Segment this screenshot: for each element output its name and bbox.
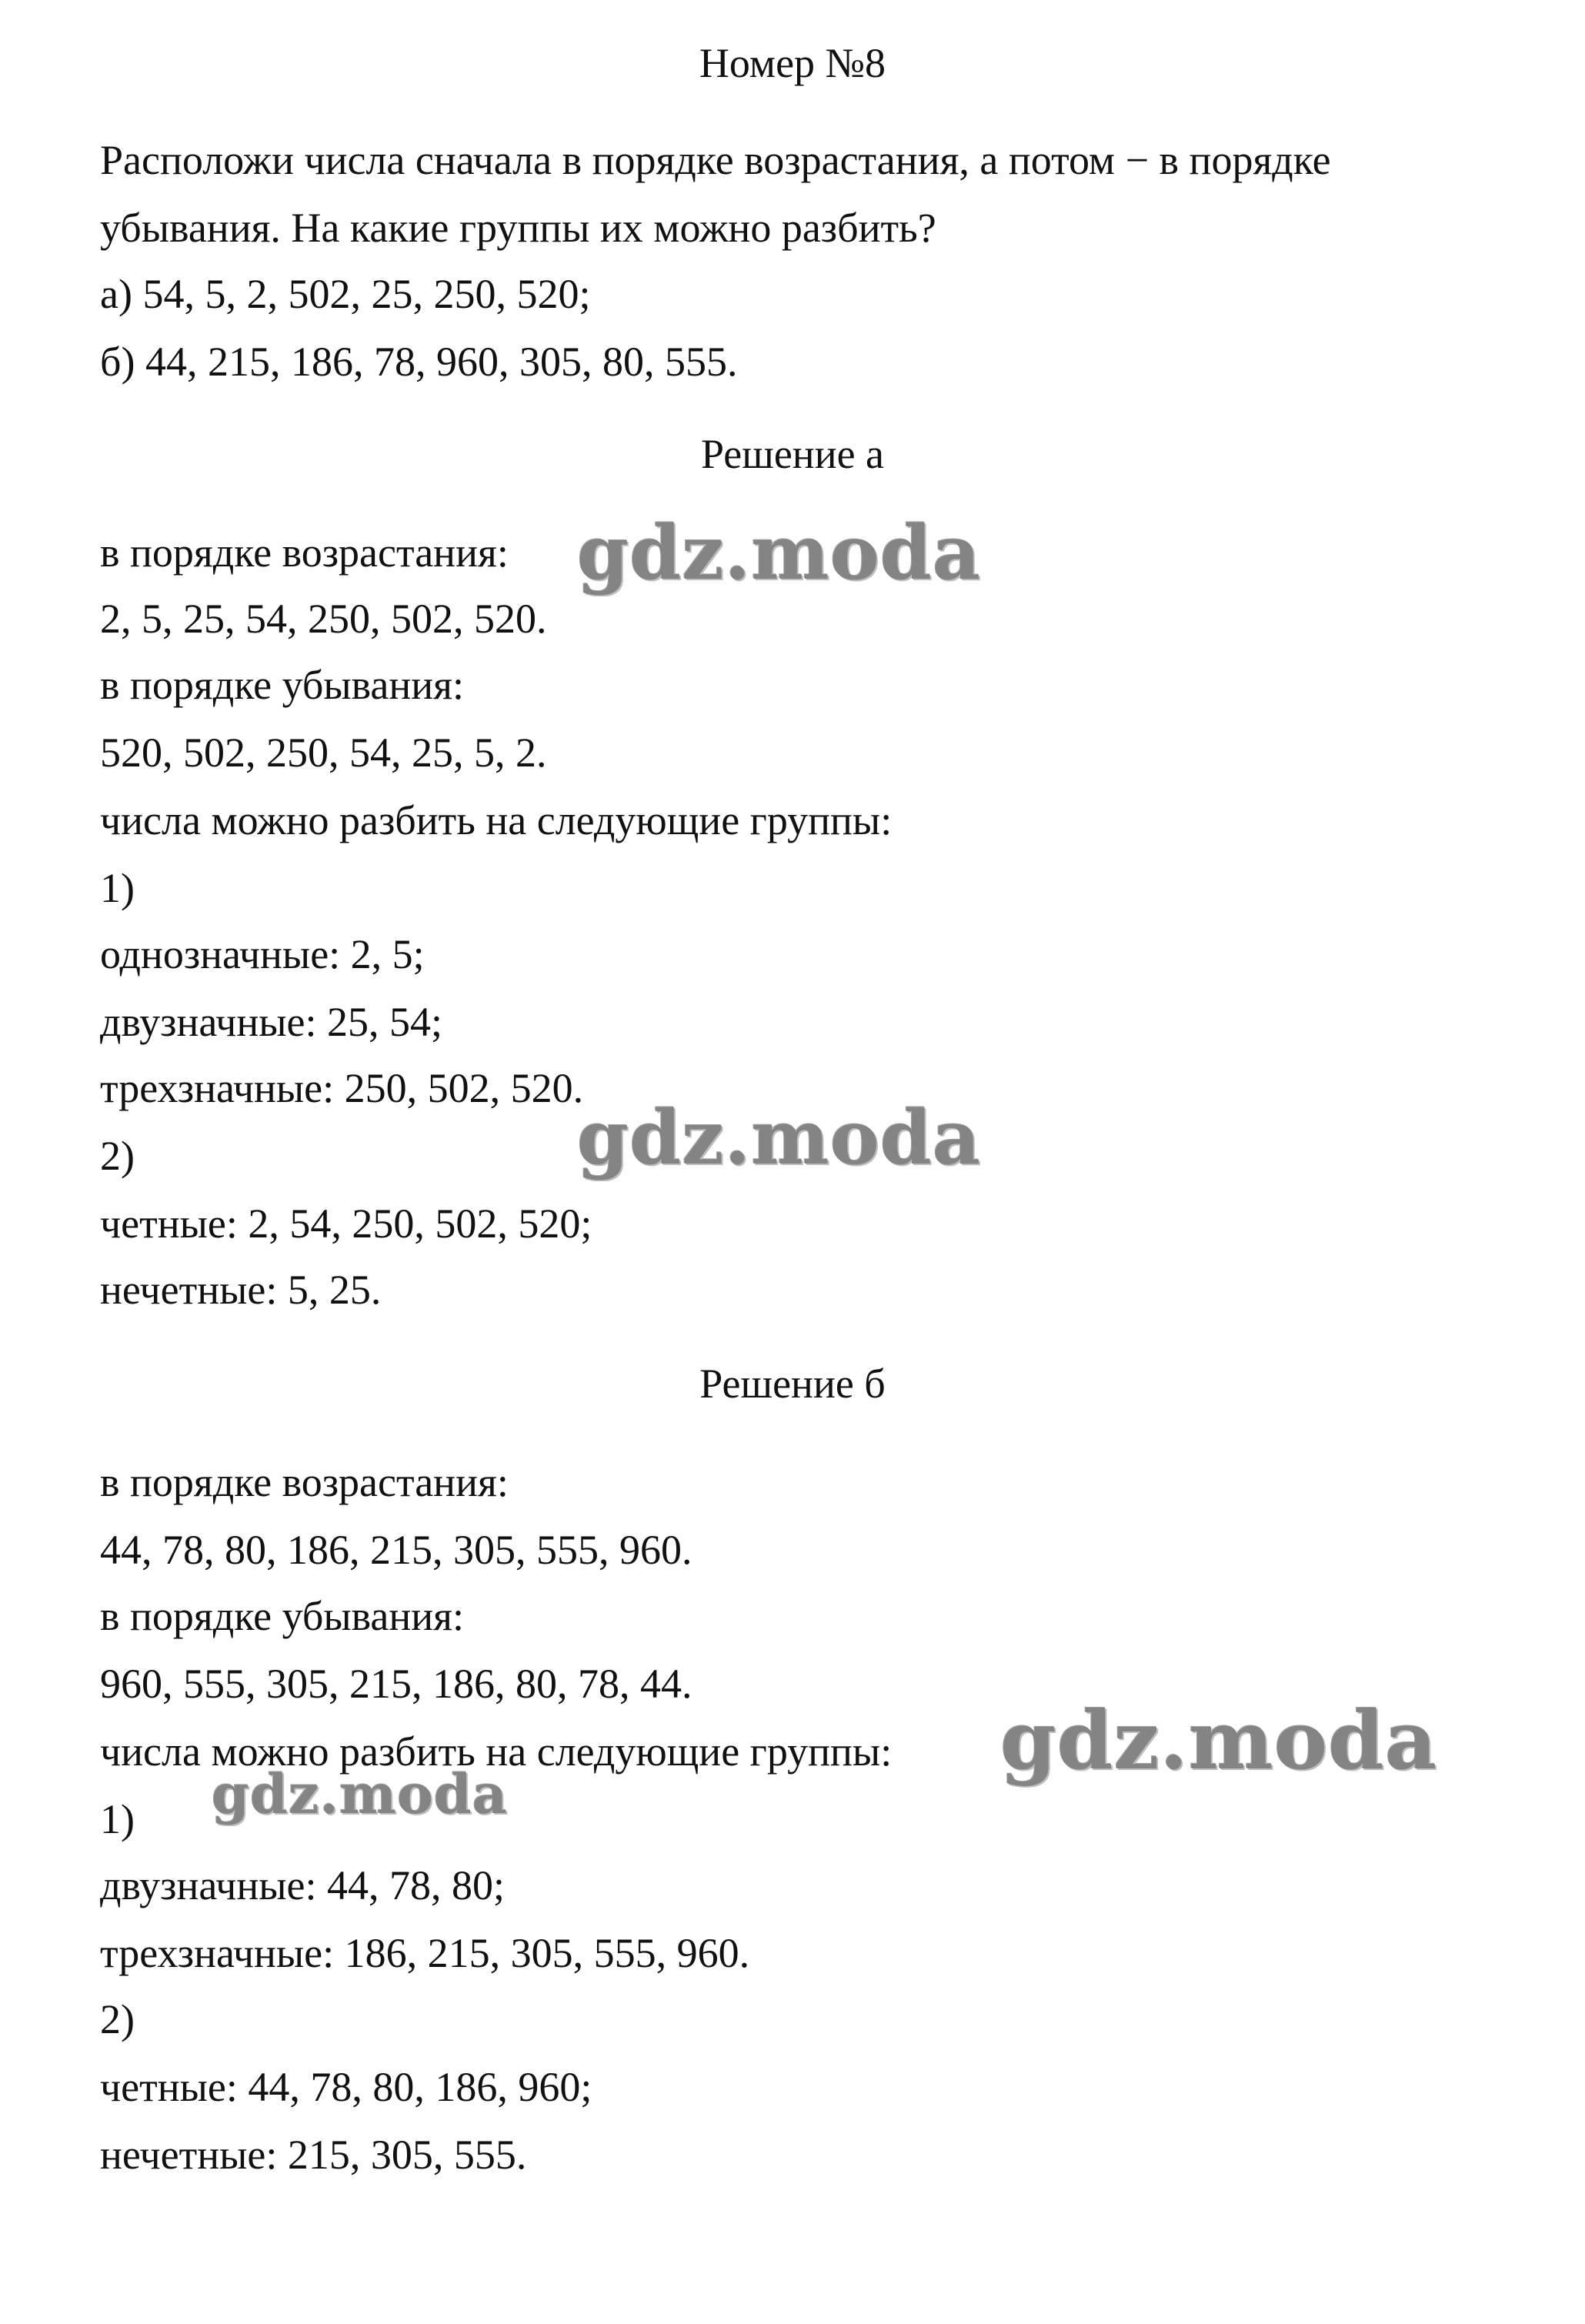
- page-title: Номер №8: [699, 40, 886, 86]
- solution-a-odd: нечетные: 5, 25.: [100, 1267, 382, 1313]
- task-line-2: убывания. На какие группы их можно разбить?: [100, 205, 936, 251]
- task-item-a: а) 54, 5, 2, 502, 25, 250, 520;: [100, 271, 591, 317]
- solution-b-odd: нечетные: 215, 305, 555.: [100, 2132, 527, 2178]
- solution-a-triple-digit: трехзначные: 250, 502, 520.: [100, 1065, 584, 1111]
- solution-a-single-digit: однозначные: 2, 5;: [100, 931, 425, 977]
- watermark: gdz.moda: [577, 1094, 982, 1181]
- solution-b-double-digit: двузначные: 44, 78, 80;: [100, 1862, 505, 1908]
- solution-b-heading: Решение б: [699, 1361, 886, 1407]
- solution-b-group-2-number: 2): [100, 1996, 135, 2042]
- solution-a-asc-values: 2, 5, 25, 54, 250, 502, 520.: [100, 596, 547, 642]
- solution-b-desc-values: 960, 555, 305, 215, 186, 80, 78, 44.: [100, 1661, 692, 1707]
- solution-a-even: четные: 2, 54, 250, 502, 520;: [100, 1200, 592, 1247]
- solution-a-desc-values: 520, 502, 250, 54, 25, 5, 2.: [100, 730, 547, 776]
- solution-b-desc-label: в порядке убывания:: [100, 1593, 465, 1639]
- solution-b-groups-label: числа можно разбить на следующие группы:: [100, 1728, 893, 1775]
- watermark: gdz.moda: [577, 509, 982, 596]
- solution-a-desc-label: в порядке убывания:: [100, 662, 465, 708]
- solution-a-group-2-number: 2): [100, 1133, 135, 1179]
- watermark: gdz.moda: [1000, 1693, 1438, 1788]
- solution-b-triple-digit: трехзначные: 186, 215, 305, 555, 960.: [100, 1930, 750, 1976]
- solution-b-asc-values: 44, 78, 80, 186, 215, 305, 555, 960.: [100, 1527, 692, 1573]
- task-line-1: Расположи числа сначала в порядке возрастания, а потом − в порядке: [100, 137, 1331, 183]
- solution-b-even: четные: 44, 78, 80, 186, 960;: [100, 2064, 592, 2110]
- solution-a-heading: Решение а: [700, 431, 885, 477]
- task-item-b: б) 44, 215, 186, 78, 960, 305, 80, 555.: [100, 339, 738, 385]
- solution-a-group-1-number: 1): [100, 865, 135, 911]
- solution-a-asc-label: в порядке возрастания:: [100, 529, 509, 576]
- solution-a-groups-label: числа можно разбить на следующие группы:: [100, 797, 893, 843]
- solution-b-group-1-number: 1): [100, 1796, 135, 1842]
- watermark: gdz.moda: [212, 1762, 509, 1826]
- solution-a-double-digit: двузначные: 25, 54;: [100, 999, 442, 1045]
- solution-b-asc-label: в порядке возрастания:: [100, 1459, 509, 1505]
